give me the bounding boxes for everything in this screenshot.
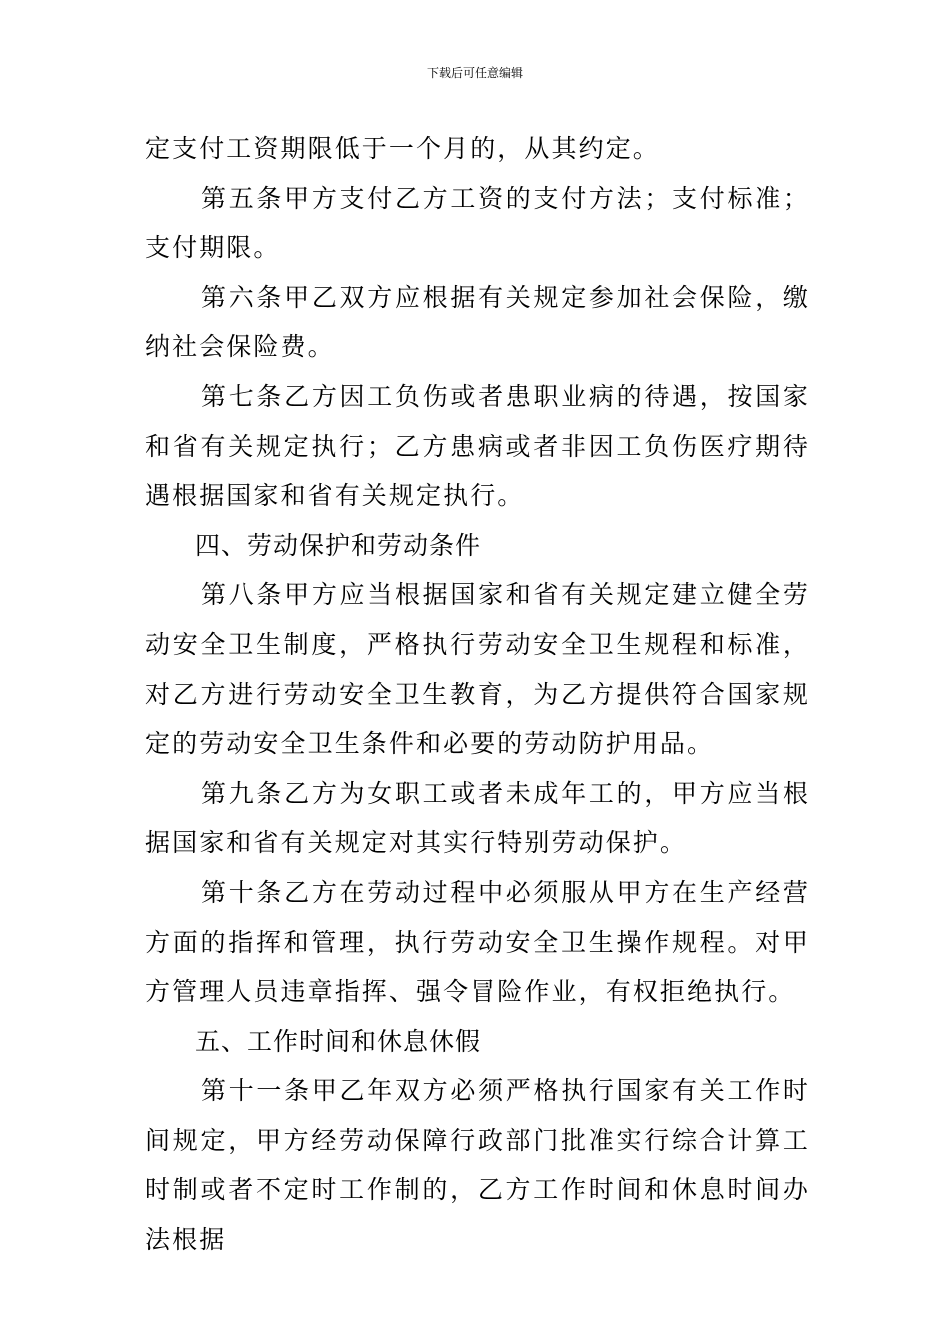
clause-8: 第八条甲方应当根据国家和省有关规定建立健全劳动安全卫生制度，严格执行劳动安全卫生规程和标准，对乙方进行劳动安全卫生教育，为乙方提供符合国家规定的劳动安全卫生条件和必要的劳动防护用品。 bbox=[145, 580, 810, 759]
clause-11: 第十一条甲乙年双方必须严格执行国家有关工作时间规定，甲方经劳动保障行政部门批准实行综合计算工时制或者不定时工作制的，乙方工作时间和休息时间办法根据 bbox=[145, 1076, 810, 1255]
clause-5: 第五条甲方支付乙方工资的支付方法；支付标准；支付期限。 bbox=[145, 183, 810, 263]
clause-6: 第六条甲乙双方应根据有关规定参加社会保险，缴纳社会保险费。 bbox=[145, 282, 810, 362]
document-body bbox=[145, 124, 810, 1265]
section-heading-5: 五、工作时间和休息休假 bbox=[195, 1026, 482, 1056]
page-header: 下载后可任意编辑 bbox=[426, 66, 523, 80]
clause-7: 第七条乙方因工负伤或者患职业病的待遇，按国家和省有关规定执行；乙方患病或者非因工负伤医疗期待遇根据国家和省有关规定执行。 bbox=[145, 381, 810, 511]
clause-9: 第九条乙方为女职工或者未成年工的，甲方应当根据国家和省有关规定对其实行特别劳动保护。 bbox=[145, 778, 810, 858]
paragraph-continuation: 定支付工资期限低于一个月的，从其约定。 bbox=[145, 134, 660, 163]
clause-10: 第十条乙方在劳动过程中必须服从甲方在生产经营方面的指挥和管理，执行劳动安全卫生操作规程。对甲方管理人员违章指挥、强令冒险作业，有权拒绝执行。 bbox=[145, 877, 810, 1007]
section-heading-4: 四、劳动保护和劳动条件 bbox=[195, 530, 482, 560]
